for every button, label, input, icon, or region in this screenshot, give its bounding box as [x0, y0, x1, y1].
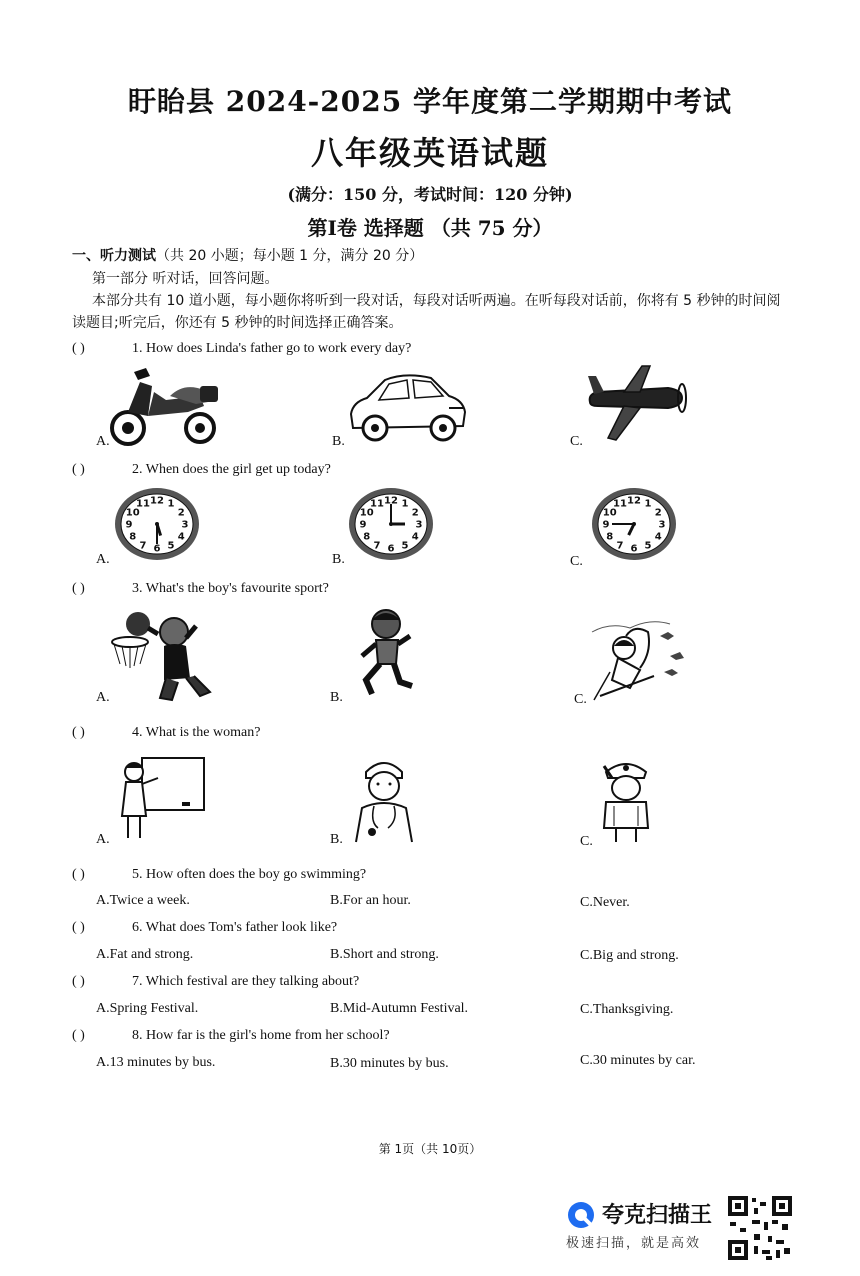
brand-slogan: 极速扫描，就是高效	[566, 1236, 702, 1251]
option-a: A.Fat and strong.	[96, 947, 194, 962]
clock-numeral: 8	[606, 531, 614, 543]
option-c: C.30 minutes by car.	[580, 1053, 696, 1068]
question-text: 6. What does Tom's father look like?	[132, 920, 338, 935]
option-label: C.	[570, 554, 583, 569]
clock-numeral: 7	[373, 540, 381, 552]
clock-center	[155, 522, 159, 526]
question-5	[72, 867, 366, 883]
clock-numeral: 2	[654, 507, 662, 519]
section-heading: 第Ⅰ卷 选择题 （共 75 分）	[307, 216, 553, 240]
teacher-icon[interactable]	[112, 754, 208, 844]
listening-heading-bold: 一、听力测试	[72, 248, 156, 264]
option-a: A.Twice a week.	[96, 893, 190, 908]
brand-logo-icon	[566, 1200, 596, 1230]
police-icon[interactable]	[594, 756, 658, 846]
clock-numeral: 2	[411, 507, 419, 519]
answer-paren[interactable]: ( )	[72, 581, 85, 596]
clock-numeral: 1	[167, 498, 175, 510]
instructions: 本部分共有 10 道小题，每小题你将听到一段对话，每段对话听两遍。在听每段对话前，你将有 5 秒钟的时间阅读题目;听完后，你还有 5 秒钟的时间选择正确答案。	[72, 293, 781, 331]
clock-numeral: 11	[613, 498, 627, 510]
exam-meta: (满分：150 分，考试时间：120 分钟)	[287, 185, 573, 204]
plane-icon[interactable]	[584, 362, 688, 444]
option-label: A.	[96, 690, 110, 705]
exam-title: 盱眙县 2024-2025 学年度第二学期期中考试	[128, 85, 732, 118]
question-2	[72, 462, 331, 478]
qr-code-icon[interactable]	[726, 1194, 794, 1262]
option-label: A.	[96, 832, 110, 847]
clock-numeral: 6	[387, 543, 395, 555]
clock-numeral: 3	[658, 519, 666, 531]
clock-numeral: 3	[181, 519, 189, 531]
option-label: B.	[330, 832, 343, 847]
clock-numeral: 10	[125, 507, 140, 519]
question-text: 1. How does Linda's father go to work every day?	[132, 341, 412, 356]
brand-name: 夸克扫描王	[602, 1203, 713, 1228]
option-label: B.	[332, 552, 345, 567]
clock-numeral: 10	[359, 507, 374, 519]
question-7	[72, 974, 359, 990]
option-b: B.30 minutes by bus.	[330, 1056, 449, 1071]
clock-numeral: 4	[411, 531, 419, 543]
option-b: B.Mid-Autumn Festival.	[330, 1001, 469, 1016]
option-label: B.	[330, 690, 343, 705]
clock-numeral: 9	[602, 519, 610, 531]
clock-center	[389, 522, 393, 526]
option-a: A.13 minutes by bus.	[96, 1055, 216, 1070]
question-text: 7. Which festival are they talking about?	[132, 974, 360, 989]
basketball-icon[interactable]	[108, 608, 220, 704]
question-4	[72, 725, 260, 741]
answer-paren[interactable]: ( )	[72, 867, 85, 882]
listening-heading	[72, 245, 423, 267]
answer-paren[interactable]: ( )	[72, 974, 85, 989]
option-b: B.Short and strong.	[330, 947, 439, 962]
option-c: C.Thanksgiving.	[580, 1002, 674, 1017]
clock-numeral: 12	[627, 495, 641, 507]
option-label: B.	[332, 434, 345, 449]
clock-numeral: 9	[359, 519, 367, 531]
running-icon[interactable]	[350, 606, 420, 702]
question-6	[72, 920, 337, 936]
option-label: A.	[96, 552, 110, 567]
listening-heading-rest: （共 20 小题；每小题 1 分，满分 20 分）	[156, 248, 424, 264]
option-c: C.Big and strong.	[580, 948, 679, 963]
clock-numeral: 11	[370, 498, 384, 510]
question-text: 4. What is the woman?	[132, 725, 261, 740]
clock-numeral: 3	[415, 519, 423, 531]
option-label: C.	[570, 434, 583, 449]
part1-heading: 第一部分 听对话，回答问题。	[92, 271, 279, 287]
clock-numeral: 12	[150, 495, 164, 507]
clock-numeral: 5	[644, 540, 652, 552]
answer-paren[interactable]: ( )	[72, 1028, 85, 1043]
clock-numeral: 4	[177, 531, 185, 543]
option-label: A.	[96, 434, 110, 449]
clock-numeral: 6	[630, 543, 638, 555]
answer-paren[interactable]: ( )	[72, 462, 85, 477]
clock-numeral: 9	[125, 519, 133, 531]
question-text: 2. When does the girl get up today?	[132, 462, 331, 477]
question-3	[72, 581, 329, 597]
option-label: C.	[580, 834, 593, 849]
clock-numeral: 8	[129, 531, 137, 543]
clock-numeral: 7	[139, 540, 147, 552]
clock-icon[interactable]	[113, 486, 201, 562]
exam-subject: 八年级英语试题	[310, 134, 549, 172]
clock-numeral: 6	[153, 543, 161, 555]
clock-numeral: 5	[401, 540, 409, 552]
clock-numeral: 5	[167, 540, 175, 552]
clock-numeral: 8	[363, 531, 371, 543]
question-text: 3. What's the boy's favourite sport?	[132, 581, 329, 596]
option-label: C.	[574, 692, 587, 707]
clock-icon[interactable]	[590, 486, 678, 562]
clock-center	[632, 522, 636, 526]
motorbike-icon[interactable]	[104, 362, 224, 448]
option-a: A.Spring Festival.	[96, 1001, 199, 1016]
answer-paren[interactable]: ( )	[72, 920, 85, 935]
skiing-icon[interactable]	[590, 612, 694, 706]
page-footer: 第 1页（共 10页）	[378, 1142, 482, 1156]
clock-numeral: 11	[136, 498, 150, 510]
clock-numeral: 12	[384, 495, 398, 507]
answer-paren[interactable]: ( )	[72, 725, 85, 740]
clock-numeral: 10	[602, 507, 617, 519]
question-8	[72, 1028, 390, 1044]
question-1	[72, 341, 411, 357]
question-text: 8. How far is the girl's home from her school?	[132, 1028, 390, 1043]
clock-numeral: 7	[616, 540, 624, 552]
doctor-icon[interactable]	[348, 754, 420, 846]
answer-paren[interactable]: ( )	[72, 341, 85, 356]
clock-numeral: 1	[644, 498, 652, 510]
option-b: B.For an hour.	[330, 893, 411, 908]
option-c: C.Never.	[580, 895, 630, 910]
clock-numeral: 4	[654, 531, 662, 543]
question-text: 5. How often does the boy go swimming?	[132, 867, 367, 882]
clock-numeral: 1	[401, 498, 409, 510]
clock-icon[interactable]	[347, 486, 435, 562]
clock-numeral: 2	[177, 507, 185, 519]
car-icon[interactable]	[345, 368, 469, 448]
